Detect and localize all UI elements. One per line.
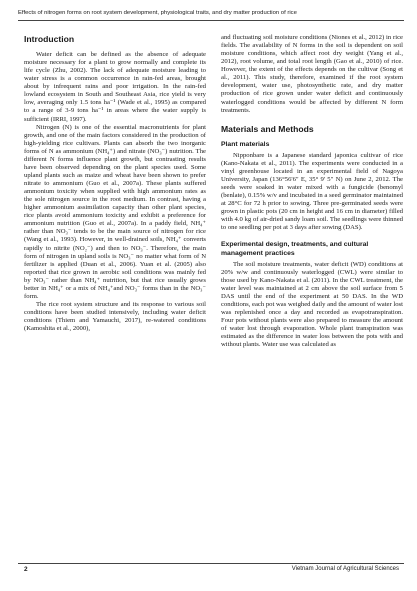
plant-materials-paragraph: Nipponbare is a Japanese standard japonica cultivar of rice (Kano-Nakata et al., 2011). The experiments were conducted in a vinyl greenhouse located in an experimental field of Nagoya University, Japan (136°56'6" E, 35° 9' 5" N) on June 2, 2012. The seeds were soaked in water mixed with a fungicide (benomyl (benlate), 0.15% w/v and incubated in a seed germinator maintained at 28°C for 72 h prior to sowing. Three pre-germinated seeds were grown in plastic pots (20 cm in height and 16 cm in diameter) filled with 4.0 kg of air-dried sandy loam soil. The seedlings were thinned to one seedling per pot at 3 days after sowing (DAS). bbox=[221, 151, 403, 232]
intro-paragraph-1: Water deficit can be defined as the absence of adequate moisture necessary for a plant to grow normally and complete its life cycle (Zhu, 2002). The lack of adequate moisture leading to water stress is a common occurrence in rain-fed areas, brought about by infrequent rains and poor irrigation. In the rain-fed lowland ecosystem in South and Southeast Asia, rice yield is very low, averaging only 1.5 tons ha⁻¹ (Wade et al., 1995) as compared to a range of 3-9 tons ha⁻¹ in areas where the water supply is sufficient (IRRI, 1997). bbox=[24, 51, 206, 123]
footer-rule bbox=[18, 563, 404, 564]
right-column bbox=[221, 34, 403, 350]
header-rule bbox=[18, 20, 404, 21]
experimental-design-paragraph: The soil moisture treatments, water deficit (WD) conditions at 20% w/w and continuously waterlogged (CWL) were similar to those used by Kano-Nakata et al. (2011). In the CWL treatment, the water level was maintained at 2 cm above the soil surface from 5 DAS until the end of the experiment at 50 DAS. In the WD conditions, each pot was weighed daily and the amount of water lost was replenished once a day and recorded as evapotranspiration. Four pots without plants were also prepared to measure the amount of water lost through evaporation. Whole plant transpiration was estimated as the difference in water loss between the pots with and without plants. Water use was calculated as bbox=[221, 260, 403, 349]
journal-name: Vietnam Journal of Agricultural Sciences bbox=[291, 566, 399, 572]
plant-materials-heading: Plant materials bbox=[221, 140, 270, 148]
left-column bbox=[24, 34, 206, 333]
methods-heading: Materials and Methods bbox=[221, 123, 314, 134]
experimental-design-heading: Experimental design, treatments, and cultural management practices bbox=[221, 241, 369, 257]
intro-paragraph-3-continued: and fluctuating soil moisture conditions (Niones et al., 2012) in rice fields. The availability of N forms in the soil is dependent on soil moisture conditions, which affect root dry weight (Yang et al., 2012), root volume, and total root length (Gao et al., 2010) of rice. However, the extent of the effects depends on the cultivar (Song et al., 2011). This study, therefore, examined if the root system development, water use, photosynthetic rate, and dry matter production of rice grown under water deficit and continuously waterlogged conditions would be affected by different N form treatments. bbox=[221, 34, 403, 114]
running-head: Effects of nitrogen forms on root system development, physiological traits, and dry matter production of rice bbox=[18, 10, 297, 16]
intro-paragraph-3: The rice root system structure and its response to various soil conditions have been studied intensively, including water deficit conditions (Thiem and Yamauchi, 2017), re-watered conditions (Kamoshita et al., 2000), bbox=[24, 300, 206, 333]
introduction-heading: Introduction bbox=[24, 34, 75, 44]
intro-paragraph-2: Nitrogen (N) is one of the essential macronutrients for plant growth, and one of the main factors considered in the production of high-yielding rice cultivars. Plants can absorb the two inorganic forms of N as ammonium (NH₄⁺) and nitrate (NO₃⁻) nutrition. The different N forms influence plant growth, but contrasting results have been observed depending on the plant species used. Some upland plants such as maize and wheat have been shown to prefer nitrate to ammonium (Guo et al., 2007a). These plants suffered ammonium toxicity when supplied with high ammonium rates as the sole nitrogen source in the root medium. In contrast, having a higher ammonium assimilation capacity than other plant species, rice plants avoid ammonium toxicity and exhibit a preference for ammonium nutrition (Guo et al., 2007a). In a paddy field, NH₄⁺ rather than NO₃⁻ tends to be the main source of nitrogen for rice (Wang et al., 1993). However, in well-drained soils, NH₄⁺ converts rapidly to nitrite (NO₂⁻) and then to NO₃⁻. Therefore, the main form of nitrogen in upland soils is NO₃⁻ no matter what form of N fertilizer is applied (Duan et al., 2006). Yuan et al. (2005) also reported that rice grown in aerobic soil conditions was mainly fed by NO₃⁻ rather than NH₄⁺ nutrition, but that rice usually grows better in NH₄⁺ or a mix of NH₄⁺and NO₃⁻ forms than in the NO₃⁻ form. bbox=[24, 123, 206, 300]
page-number: 2 bbox=[24, 566, 28, 573]
